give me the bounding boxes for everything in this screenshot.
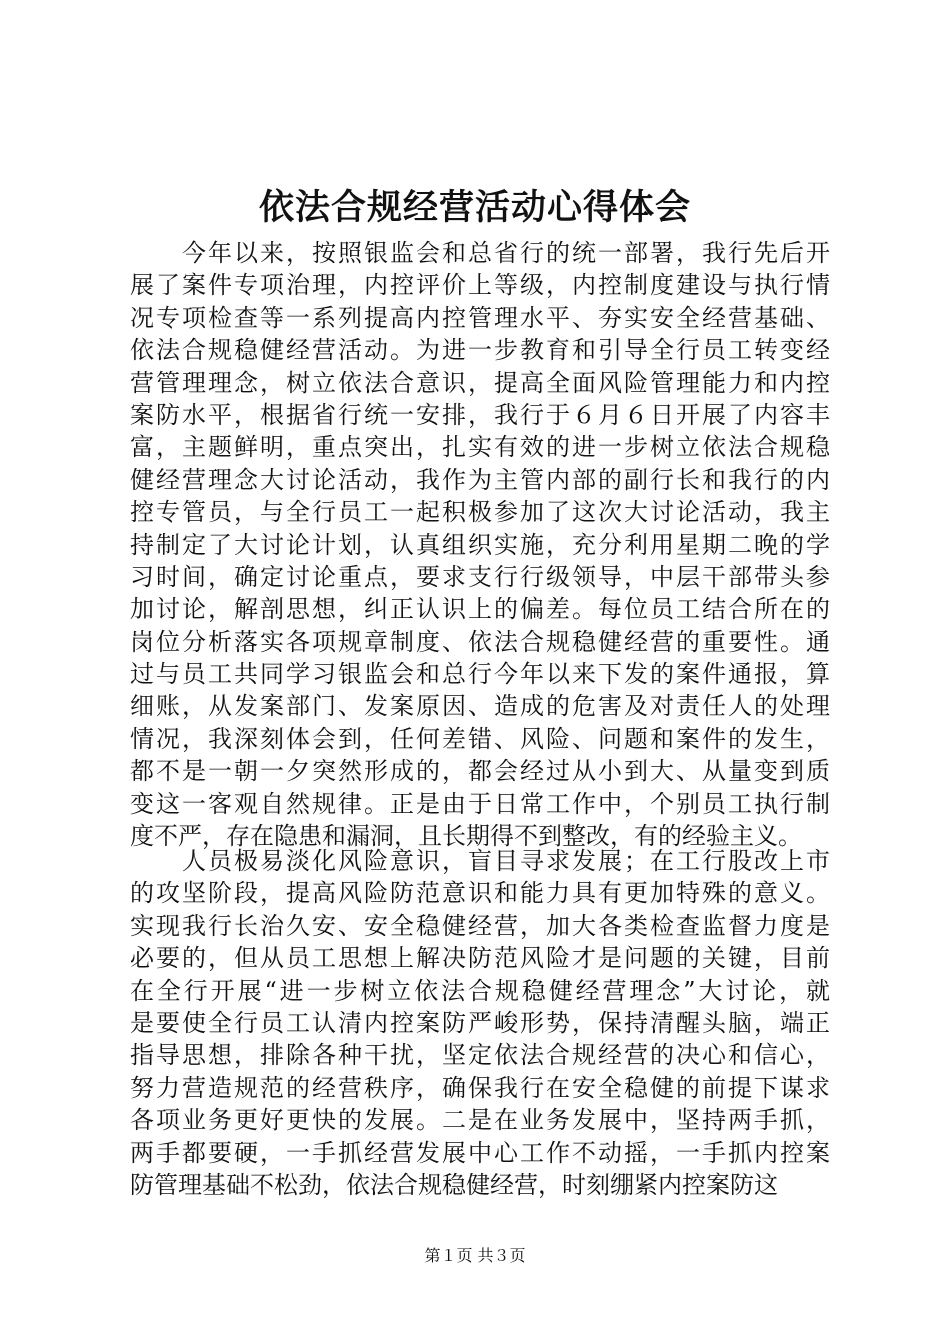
paragraph-line: 依法合规稳健经营活动。为进一步教育和引导全行员工转变经: [130, 336, 830, 365]
paragraph-line: 岗位分析落实各项规章制度、依法合规稳健经营的重要性。通: [130, 627, 830, 656]
paragraph-line: 各项业务更好更快的发展。二是在业务发展中，坚持两手抓，: [130, 1106, 830, 1135]
paragraph-line: 况专项检查等一系列提高内控管理水平、夯实安全经营基础、: [130, 303, 830, 332]
paragraph-line: 控专管员，与全行员工一起积极参加了这次大讨论活动，我主: [130, 498, 830, 527]
paragraph-line: 富，主题鲜明，重点突出，扎实有效的进一步树立依法合规稳: [130, 433, 830, 462]
page-footer: 第１页 共３页: [424, 1246, 526, 1265]
paragraph-line: 必要的，但从员工思想上解决防范风险才是问题的关键，目前: [130, 944, 830, 973]
paragraph-line: 展了案件专项治理，内控评价上等级，内控制度建设与执行情: [130, 271, 830, 300]
paragraph-line: 变这一客观自然规律。正是由于日常工作中，个别员工执行制: [130, 789, 830, 818]
body-paragraph-1: [130, 237, 830, 852]
paragraph-line: 努力营造规范的经营秩序，确保我行在安全稳健的前提下谋求: [130, 1073, 830, 1102]
paragraph-line: 实现我行长治久安、安全稳健经营，加大各类检查监督力度是: [130, 911, 830, 940]
paragraph-line: 习时间，确定讨论重点，要求支行行级领导，中层干部带头参: [130, 562, 830, 591]
paragraph-line: 案防水平，根据省行统一安排，我行于６月６日开展了内容丰: [130, 400, 830, 429]
paragraph-line: 都不是一朝一夕突然形成的，都会经过从小到大、从量变到质: [130, 757, 830, 786]
document-title: 依法合规经营活动心得体会: [258, 187, 691, 228]
paragraph-line: 持制定了大讨论计划，认真组织实施，充分利用星期二晚的学: [130, 530, 830, 559]
paragraph-line: 的攻坚阶段，提高风险防范意识和能力具有更加特殊的意义。: [130, 879, 830, 908]
paragraph-line: 是要使全行员工认清内控案防严峻形势，保持清醒头脑，端正: [130, 1008, 830, 1037]
paragraph-line: 情况，我深刻体会到，任何差错、风险、问题和案件的发生，: [130, 724, 830, 753]
paragraph-line: 健经营理念大讨论活动，我作为主管内部的副行长和我行的内: [130, 465, 830, 494]
body-paragraph-2: [130, 845, 830, 1201]
paragraph-line: 加讨论，解剖思想，纠正认识上的偏差。每位员工结合所在的: [130, 595, 830, 624]
paragraph-line: 指导思想，排除各种干扰，坚定依法合规经营的决心和信心，: [130, 1041, 830, 1070]
paragraph-line: 在全行开展“进一步树立依法合规稳健经营理念”大讨论，就: [130, 976, 830, 1005]
paragraph-line: 人员极易淡化风险意识，盲目寻求发展；在工行股改上市: [182, 847, 830, 875]
paragraph-line: 营管理理念，树立依法合意识，提高全面风险管理能力和内控: [130, 368, 830, 397]
paragraph-line: 防管理基础不松劲，依法合规稳健经营，时刻绷紧内控案防这: [130, 1170, 778, 1199]
paragraph-line: 过与员工共同学习银监会和总行今年以来下发的案件通报，算: [130, 660, 830, 689]
paragraph-line: 度不严，存在隐患和漏洞，且长期得不到整改，有的经验主义。: [130, 822, 802, 851]
paragraph-line: 细账，从发案部门、发案原因、造成的危害及对责任人的处理: [130, 692, 830, 721]
paragraph-line: 两手都要硬，一手抓经营发展中心工作不动摇，一手抓内控案: [130, 1138, 830, 1167]
paragraph-line: 今年以来，按照银监会和总省行的统一部署，我行先后开: [182, 239, 830, 267]
